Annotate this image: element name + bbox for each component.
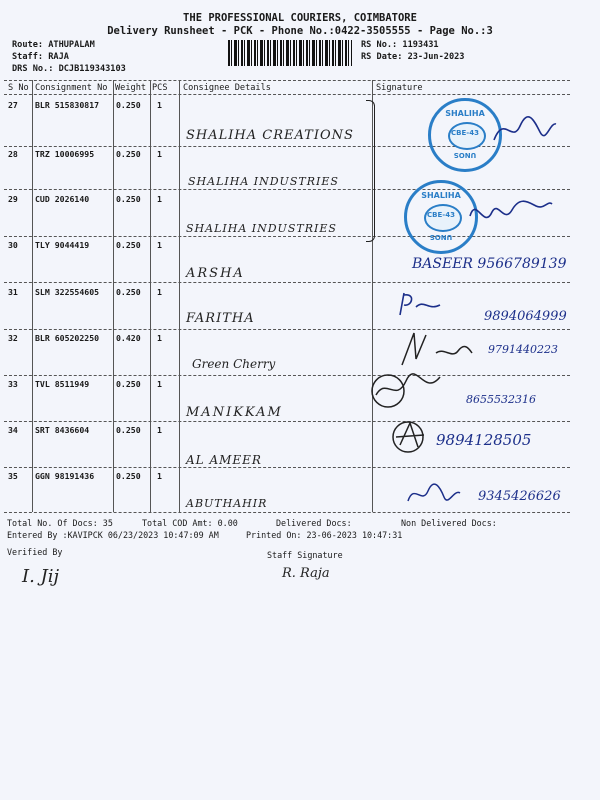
row-consignment: TLY 9044419 — [35, 240, 90, 250]
row-sno: 30 — [8, 240, 18, 250]
table-header-rule — [4, 94, 570, 95]
row-consignment: BLR 605202250 — [35, 333, 100, 343]
row-consignment: TVL 8511949 — [35, 379, 90, 389]
row-weight: 0.250 — [116, 240, 141, 250]
drs-number: DRS No.: DCJB119343103 — [12, 64, 126, 74]
signature-scribble — [466, 194, 556, 234]
row-divider — [4, 282, 570, 283]
row-weight: 0.250 — [116, 379, 141, 389]
row-weight: 0.250 — [116, 287, 141, 297]
row-sno: 35 — [8, 471, 18, 481]
row-consignee: ABUTHAHIR — [186, 497, 268, 510]
row-consignee: FARITHA — [186, 311, 255, 326]
table-row — [0, 333, 600, 377]
document-title: THE PROFESSIONAL COURIERS, COIMBATORE — [183, 12, 417, 24]
row-pcs: 1 — [157, 425, 162, 435]
row-pcs: 1 — [157, 471, 162, 481]
row-weight: 0.250 — [116, 194, 141, 204]
row-sno: 31 — [8, 287, 18, 297]
row-sno: 29 — [8, 194, 18, 204]
row-consignment: GGN 98191436 — [35, 471, 95, 481]
column-header: Consignment No — [35, 83, 108, 93]
table-row — [0, 425, 600, 469]
row-divider — [4, 189, 570, 190]
entered-by: Entered By :KAVIPCK 06/23/2023 10:47:09 AM — [7, 530, 219, 540]
row-sno: 27 — [8, 100, 18, 110]
row-consignee: AL AMEER — [186, 453, 262, 467]
signature-scribble — [366, 367, 446, 413]
row-signature: BASEER 9566789139 — [412, 256, 567, 272]
row-weight: 0.250 — [116, 100, 141, 110]
signature-scribble — [388, 417, 434, 457]
row-divider — [4, 236, 570, 237]
row-consignment: SRT 8436604 — [35, 425, 90, 435]
row-pcs: 1 — [157, 333, 162, 343]
row-divider — [4, 329, 570, 330]
column-header: Weight — [115, 83, 147, 93]
stamp-top-text: SHALIHA — [445, 109, 485, 118]
row-consignment: BLR 515830817 — [35, 100, 100, 110]
row-consignment: CUD 2026140 — [35, 194, 90, 204]
row-consignee: SHALIHA INDUSTRIES — [186, 222, 337, 235]
column-header: PCS — [152, 83, 168, 93]
column-header: Consignee Details — [183, 83, 271, 93]
stamp-mid-text: CBE-43 — [451, 129, 479, 137]
table-row — [0, 379, 600, 423]
rs-number: RS No.: 1193431 — [361, 40, 439, 50]
table-row — [0, 149, 600, 189]
staff-signature-label: Staff Signature — [267, 550, 343, 560]
printed-on: Printed On: 23-06-2023 10:47:31 — [246, 530, 403, 540]
row-sno: 34 — [8, 425, 18, 435]
stamp-bottom-text: UNOS — [429, 233, 453, 241]
row-sno: 28 — [8, 149, 18, 159]
row-consignee: ARSHA — [186, 266, 245, 281]
row-signature: 9345426626 — [478, 489, 561, 504]
staff-signature: R. Raja — [282, 566, 330, 581]
row-pcs: 1 — [157, 194, 162, 204]
row-signature: 8655532316 — [466, 393, 536, 406]
row-consignment: TRZ 10006995 — [35, 149, 95, 159]
row-consignee: Green Cherry — [192, 357, 276, 371]
row-divider — [4, 421, 570, 422]
table-bottom-rule — [4, 512, 570, 513]
row-weight: 0.250 — [116, 471, 141, 481]
row-signature: 9894064999 — [484, 309, 567, 324]
row-pcs: 1 — [157, 379, 162, 389]
row-divider — [4, 375, 570, 376]
total-docs: Total No. Of Docs: 35 — [7, 518, 113, 528]
row-signature: 9894128505 — [436, 431, 532, 449]
stamp-bottom-text: UNOS — [453, 151, 477, 159]
row-consignee: SHALIHA CREATIONS — [186, 128, 354, 143]
stamp-top-text: SHALIHA — [421, 191, 461, 200]
rs-date: RS Date: 23-Jun-2023 — [361, 52, 465, 62]
row-consignee: MANIKKAM — [186, 405, 283, 420]
table-row — [0, 287, 600, 331]
row-pcs: 1 — [157, 287, 162, 297]
route-label: Route: ATHUPALAM — [12, 40, 95, 50]
row-pcs: 1 — [157, 100, 162, 110]
row-weight: 0.250 — [116, 149, 141, 159]
table-top-rule — [4, 80, 570, 81]
table-row — [0, 471, 600, 515]
column-header: S No — [8, 83, 29, 93]
row-divider — [4, 467, 570, 468]
non-delivered-docs: Non Delivered Docs: — [401, 518, 497, 528]
bracket-mark — [366, 100, 375, 242]
row-pcs: 1 — [157, 149, 162, 159]
signature-scribble — [396, 329, 476, 369]
signature-scribble — [404, 479, 464, 509]
document-subtitle: Delivery Runsheet - PCK - Phone No.:0422-3505555 - Page No.:3 — [107, 25, 493, 37]
total-cod: Total COD Amt: 0.00 — [142, 518, 238, 528]
row-consignee: SHALIHA INDUSTRIES — [188, 175, 339, 188]
signature-scribble — [394, 289, 444, 319]
delivered-docs: Delivered Docs: — [276, 518, 352, 528]
signature-scribble — [490, 110, 560, 150]
table-row — [0, 240, 600, 284]
column-header: Signature — [376, 83, 423, 93]
barcode — [228, 40, 352, 66]
row-sno: 33 — [8, 379, 18, 389]
row-weight: 0.420 — [116, 333, 141, 343]
verified-signature: I. Jij — [22, 566, 60, 587]
stamp-mid-text: CBE-43 — [427, 211, 455, 219]
row-sno: 32 — [8, 333, 18, 343]
staff-label: Staff: RAJA — [12, 52, 69, 62]
verified-by-label: Verified By — [7, 547, 63, 557]
row-pcs: 1 — [157, 240, 162, 250]
row-consignment: SLM 322554605 — [35, 287, 100, 297]
row-signature: 9791440223 — [488, 343, 558, 356]
row-weight: 0.250 — [116, 425, 141, 435]
